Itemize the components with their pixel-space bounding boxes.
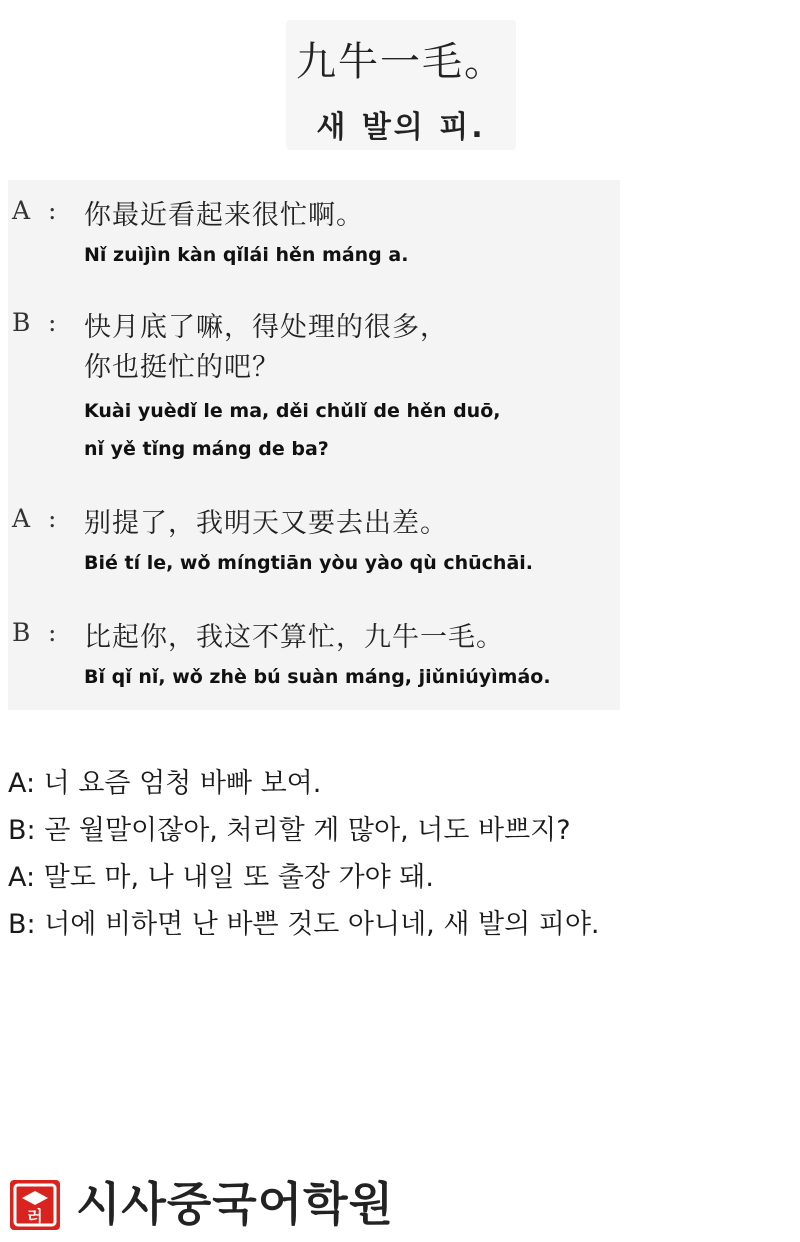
korean-translations: [8, 760, 788, 948]
pinyin-sentence: Bié tí le, wǒ míngtiān yòu yào qù chūchāi.: [84, 552, 534, 574]
chinese-sentence: 你最近看起来很忙啊。: [84, 200, 364, 231]
dialogue-panel: [8, 180, 620, 710]
academy-logo: [8, 1172, 428, 1236]
speaker-colon: :: [48, 196, 57, 225]
speaker-label: A: [12, 504, 31, 533]
emblem-glyph: 러: [27, 1207, 43, 1226]
speaker-colon: :: [48, 308, 57, 337]
translation-line-1: A: 너 요즘 엄청 바빠 보여.: [8, 768, 322, 799]
translation-line-4: B: 너에 비하면 난 바쁜 것도 아니네, 새 발의 피야.: [8, 909, 600, 940]
academy-emblem-icon: [8, 1178, 62, 1232]
chinese-sentence: 比起你，我这不算忙，九牛一毛。: [84, 622, 504, 653]
chinese-sentence: 快月底了嘛，得处理的很多， 你也挺忙的吧？: [84, 312, 448, 383]
speaker-colon: :: [48, 504, 57, 533]
speaker-colon: :: [48, 618, 57, 647]
translation-line-2: B: 곧 월말이잖아, 처리할 게 많아, 너도 바쁘지?: [8, 815, 571, 846]
chinese-sentence: 别提了，我明天又要去出差。: [84, 508, 448, 539]
pinyin-sentence: Nǐ zuìjìn kàn qǐlái hěn máng a.: [84, 244, 409, 266]
speaker-label: B: [12, 618, 31, 647]
speaker-label: A: [12, 196, 31, 225]
pinyin-sentence: Bǐ qǐ nǐ, wǒ zhè bú suàn máng, jiǔniúyìmáo.: [84, 666, 551, 688]
pinyin-sentence: Kuài yuèdǐ le ma, děi chǔlǐ de hěn duō, nǐ yě tǐng máng de ba?: [84, 400, 501, 460]
idiom-title-block: [286, 20, 516, 150]
idiom-korean-title: 새 발의 피.: [316, 110, 486, 145]
idiom-chinese-title: 九牛一毛。: [296, 39, 506, 85]
speaker-label: B: [12, 308, 31, 337]
translation-line-3: A: 말도 마, 나 내일 또 출장 가야 돼.: [8, 862, 434, 893]
academy-name: 시사중국어학원: [76, 1177, 395, 1231]
